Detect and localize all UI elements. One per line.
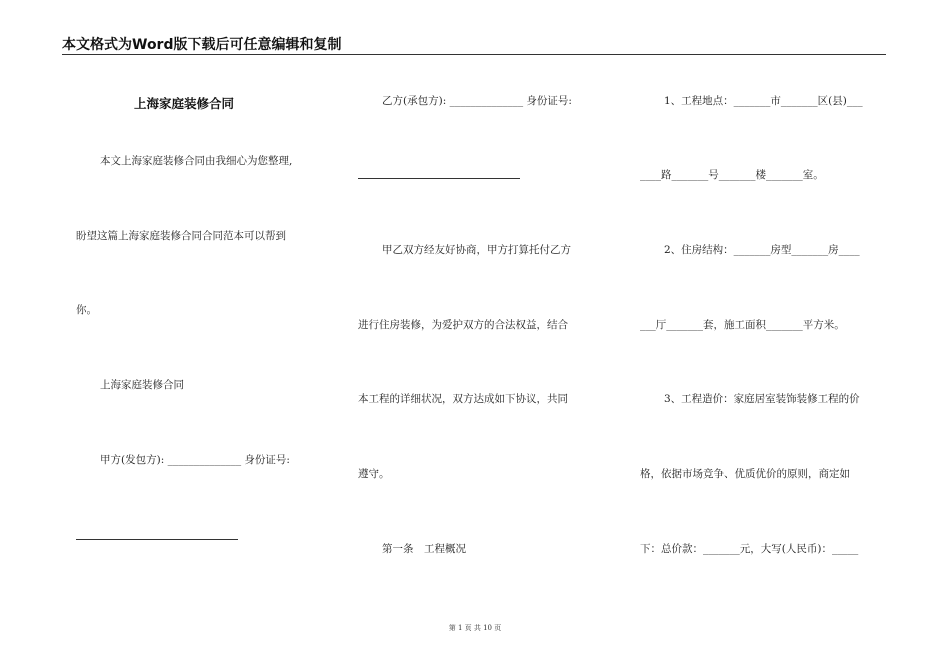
blank-underline: [358, 178, 520, 179]
section-heading: 上海家庭装修合同: [100, 379, 184, 391]
paragraph-line: 本工程的详细状况，双方达成如下协议，共同: [358, 393, 568, 405]
paragraph-line: 进行住房装修，为爱护双方的合法权益，结合: [358, 319, 568, 331]
paragraph-line: 本文上海家庭装修合同由我细心为您整理,: [100, 155, 293, 167]
paragraph-line: 3、工程造价：家庭居室装饰装修工程的价: [664, 393, 860, 405]
paragraph-line: 盼望这篇上海家庭装修合同合同范本可以帮到: [76, 230, 286, 242]
article-heading: 第一条 工程概况: [382, 543, 466, 555]
party-b-line: 乙方(承包方): ______________ 身份证号:: [382, 95, 572, 107]
page-header: [62, 34, 886, 55]
blank-underline: [76, 539, 238, 540]
paragraph-line: 格，依据市场竞争、优质优价的原则，商定如: [640, 468, 850, 480]
party-a-line: 甲方(发包方): ______________ 身份证号:: [100, 454, 290, 466]
paragraph-line: ____路_______号_______楼_______室。: [640, 169, 824, 181]
page-number: 第 1 页 共 10 页: [448, 624, 502, 632]
paragraph-line: 1、工程地点：_______市_______区(县)___: [664, 95, 863, 107]
header-text: 本文格式为Word版下载后可任意编辑和复制: [62, 37, 342, 53]
paragraph-line: 遵守。: [358, 468, 390, 480]
paragraph-line: 你。: [76, 304, 97, 316]
document-title: 上海家庭装修合同: [134, 96, 235, 111]
paragraph-line: ___厅_______套，施工面积_______平方米。: [640, 319, 845, 331]
paragraph-line: 甲乙双方经友好协商，甲方打算托付乙方: [382, 244, 571, 256]
paragraph-line: 下：总价款：_______元，大写(人民币)：_____: [640, 543, 859, 555]
paragraph-line: 2、住房结构：_______房型_______房____: [664, 244, 860, 256]
